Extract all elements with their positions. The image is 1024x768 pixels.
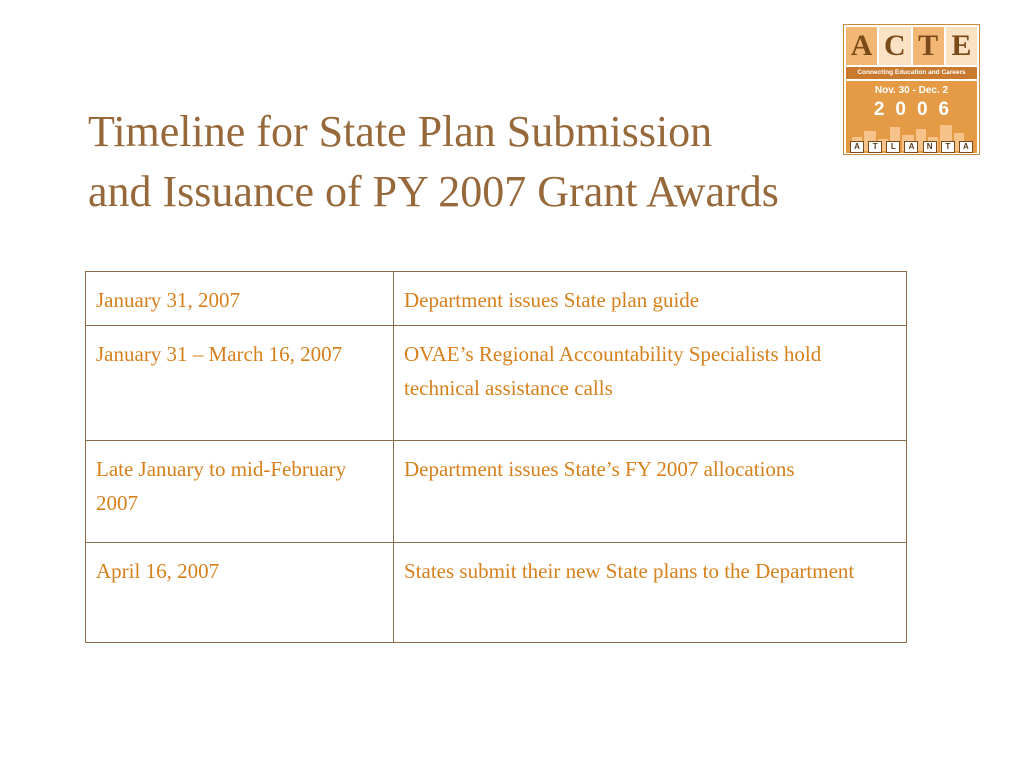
- logo-body: [846, 81, 977, 153]
- slide-title-line-1: Timeline for State Plan Submission: [88, 107, 713, 156]
- logo-letters: [846, 27, 977, 65]
- acte-logo: [843, 24, 980, 155]
- date-cell: April 16, 2007: [86, 543, 394, 643]
- table-row: [86, 326, 907, 441]
- slide-title-line-2: and Issuance of PY 2007 Grant Awards: [88, 167, 779, 216]
- date-cell: January 31 – March 16, 2007: [86, 326, 394, 441]
- logo-city-letter: N: [923, 141, 937, 153]
- logo-city-letter: T: [868, 141, 882, 153]
- logo-city-letter: L: [886, 141, 900, 153]
- slide-title: [88, 102, 828, 222]
- logo-city-letter: T: [941, 141, 955, 153]
- table-row: [86, 441, 907, 543]
- logo-city-letter: A: [850, 141, 864, 153]
- date-cell: Late January to mid-February 2007: [86, 441, 394, 543]
- logo-letter: C: [879, 27, 910, 65]
- table-row: [86, 272, 907, 326]
- event-cell: OVAE’s Regional Accountability Specialists hold technical assistance calls: [394, 326, 907, 441]
- event-cell: Department issues State plan guide: [394, 272, 907, 326]
- logo-city-letter: A: [904, 141, 918, 153]
- event-cell: Department issues State’s FY 2007 allocations: [394, 441, 907, 543]
- table-row: [86, 543, 907, 643]
- logo-letter: T: [913, 27, 944, 65]
- logo-letter: E: [946, 27, 977, 65]
- date-cell: January 31, 2007: [86, 272, 394, 326]
- logo-city: [850, 141, 973, 153]
- event-cell: States submit their new State plans to the Department: [394, 543, 907, 643]
- logo-dates: Nov. 30 - Dec. 2: [874, 85, 949, 96]
- logo-letter: A: [846, 27, 877, 65]
- logo-tagline: Connecting Education and Careers: [846, 67, 977, 79]
- timeline-table: [85, 271, 907, 643]
- logo-year: 2006: [873, 99, 961, 120]
- logo-city-letter: A: [959, 141, 973, 153]
